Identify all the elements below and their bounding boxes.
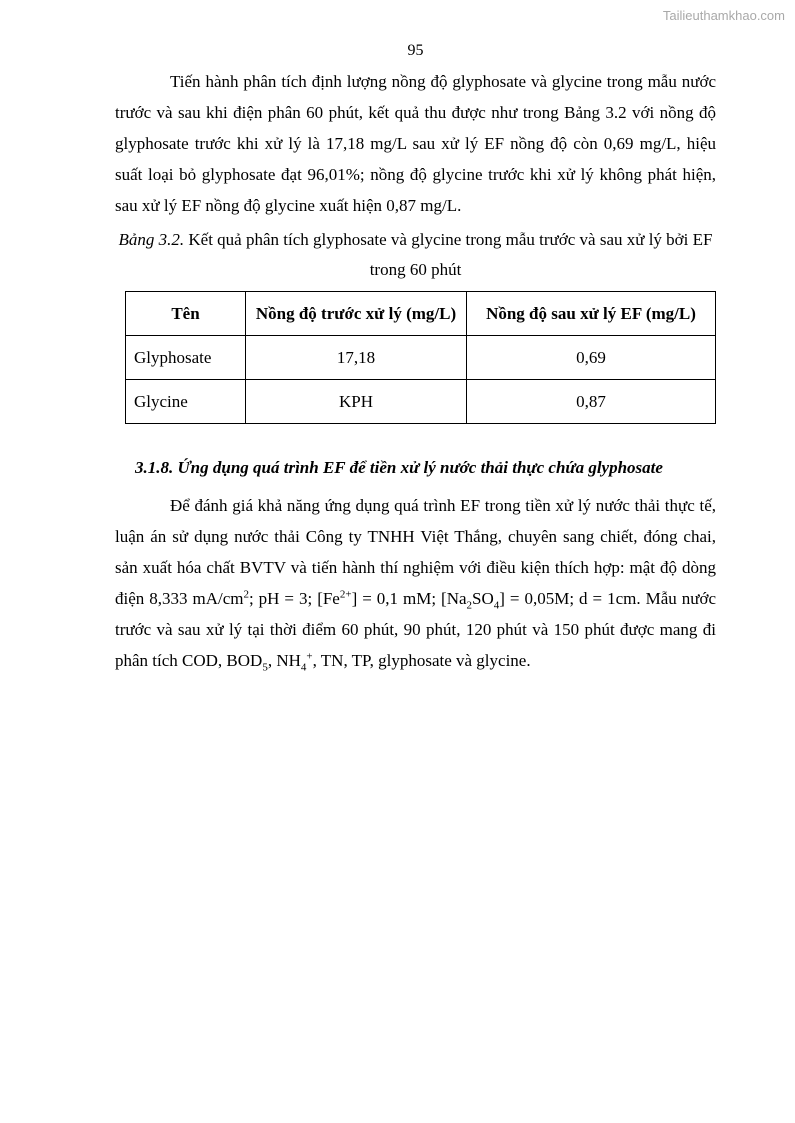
table-caption-label: Bảng 3.2. bbox=[118, 230, 185, 249]
superscript-plus: + bbox=[306, 650, 313, 663]
table-header-row bbox=[126, 292, 716, 336]
table-cell-before: KPH bbox=[246, 380, 467, 424]
paragraph-2-segment: , NH bbox=[267, 651, 301, 670]
subscript-2: 2 bbox=[466, 599, 473, 612]
table-header-before-treatment: Nồng độ trước xử lý (mg/L) bbox=[246, 292, 467, 336]
table-cell-name: Glyphosate bbox=[126, 336, 246, 380]
subscript-5: 5 bbox=[262, 661, 268, 674]
paragraph-2-segment: Để đánh giá khả năng ứng dụng quá trình EF trong tiền xử lý nước thải thực tế, luận án sử dụng nước thải Công ty TNHH Việt Thắng, chuyên sang chiết, đóng chai, sản xuất hóa chất BVTV và tiến hành thí nghiệm với điều kiện thích hợp: mật độ dòng điện 8,333 mA/cm bbox=[115, 496, 716, 608]
table-row-glyphosate bbox=[126, 336, 716, 380]
superscript-2: 2 bbox=[243, 588, 249, 601]
subscript-4: 4 bbox=[493, 599, 500, 612]
paragraph-analysis-results: Tiến hành phân tích định lượng nồng độ glyphosate và glycine trong mẫu nước trước và sau khi điện phân 60 phút, kết quả thu được như trong Bảng 3.2 với nồng độ glyphosate trước khi xử lý là 17,18 mg/L sau xử lý EF nồng độ còn 0,69 mg/L, hiệu suất loại bỏ glyphosate đạt 96,01%; nồng độ glycine trước khi xử lý không phát hiện, sau xử lý EF nồng độ glycine xuất hiện 0,87 mg/L. bbox=[115, 72, 716, 215]
table-cell-after: 0,87 bbox=[467, 380, 716, 424]
results-table-head bbox=[126, 292, 716, 336]
table-cell-after: 0,69 bbox=[467, 336, 716, 380]
page-number: 95 bbox=[407, 42, 424, 59]
section-heading-3-1-8: 3.1.8. Ứng dụng quá trình EF để tiền xử lý nước thải thực chứa glyphosate bbox=[135, 458, 663, 477]
watermark: Tailieuthamkhao.com bbox=[662, 8, 785, 23]
results-table bbox=[125, 291, 716, 424]
subscript-4: 4 bbox=[300, 661, 307, 674]
paragraph-2-segment: ] = 0,1 mM; [Na bbox=[351, 589, 467, 608]
paragraph-ef-application bbox=[115, 490, 716, 676]
paragraph-2-segment: , TN, TP, glyphosate và glycine. bbox=[312, 651, 531, 670]
table-caption bbox=[115, 225, 716, 285]
table-row-glycine bbox=[126, 380, 716, 424]
table-caption-text: Kết quả phân tích glyphosate và glycine trong mẫu trước và sau xử lý bởi EF trong 60 phút bbox=[184, 230, 713, 279]
table-cell-before: 17,18 bbox=[246, 336, 467, 380]
paragraph-2-segment: ; pH = 3; [Fe bbox=[248, 589, 340, 608]
table-header-after-treatment: Nồng độ sau xử lý EF (mg/L) bbox=[467, 292, 716, 336]
results-table-body bbox=[126, 336, 716, 424]
table-cell-name: Glycine bbox=[126, 380, 246, 424]
paragraph-2-segment: SO bbox=[472, 589, 494, 608]
paragraph-2-segment: ] = 0,05M; d = 1cm. Mẫu nước trước và sau xử lý tại thời điểm 60 phút, 90 phút, 120 phút và 150 phút được mang đi phân tích COD, BOD bbox=[115, 589, 716, 670]
table-header-name: Tên bbox=[126, 292, 246, 336]
superscript-2plus: 2+ bbox=[339, 588, 352, 601]
